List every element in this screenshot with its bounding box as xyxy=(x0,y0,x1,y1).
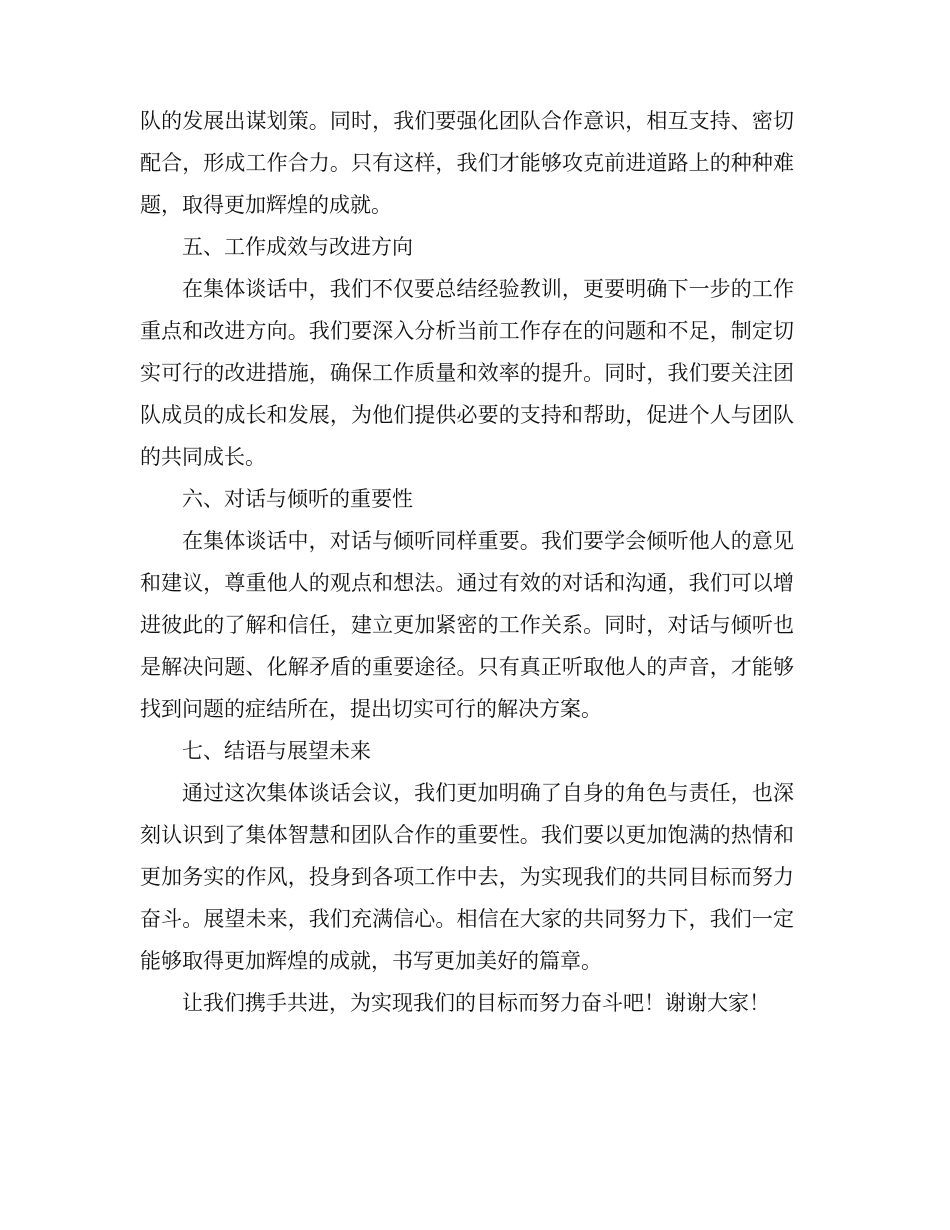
paragraph-work-results: 在集体谈话中，我们不仅要总结经验教训，更要明确下一步的工作重点和改进方向。我们要深入分析当前工作存在的问题和不足，制定切实可行的改进措施，确保工作质量和效率的提升。同时，我们要关注团队成员的成长和发展，为他们提供必要的支持和帮助，促进个人与团队的共同成长。 xyxy=(140,277,794,469)
paragraph-continuation: 队的发展出谋划策。同时，我们要强化团队合作意识，相互支持、密切配合，形成工作合力。只有这样，我们才能够攻克前进道路上的种种难题，取得更加辉煌的成就。 xyxy=(140,109,794,217)
document-page xyxy=(140,100,794,1024)
paragraph-conclusion: 通过这次集体谈话会议，我们更加明确了自身的角色与责任，也深刻认识到了集体智慧和团队合作的重要性。我们要以更加饱满的热情和更加务实的作风，投身到各项工作中去，为实现我们的共同目标而努力奋斗。展望未来，我们充满信心。相信在大家的共同努力下，我们一定能够取得更加辉煌的成就，书写更加美好的篇章。 xyxy=(140,781,794,973)
paragraph-dialogue-listening: 在集体谈话中，对话与倾听同样重要。我们要学会倾听他人的意见和建议，尊重他人的观点和想法。通过有效的对话和沟通，我们可以增进彼此的了解和信任，建立更加紧密的工作关系。同时，对话与倾听也是解决问题、化解矛盾的重要途径。只有真正听取他人的声音，才能够找到问题的症结所在，提出切实可行的解决方案。 xyxy=(140,529,794,721)
section-heading-5: 五、工作成效与改进方向 xyxy=(182,235,413,259)
section-heading-7: 七、结语与展望未来 xyxy=(182,739,371,763)
section-heading-6: 六、对话与倾听的重要性 xyxy=(182,487,413,511)
paragraph-closing: 让我们携手共进，为实现我们的目标而努力奋斗吧！谢谢大家！ xyxy=(182,991,770,1015)
